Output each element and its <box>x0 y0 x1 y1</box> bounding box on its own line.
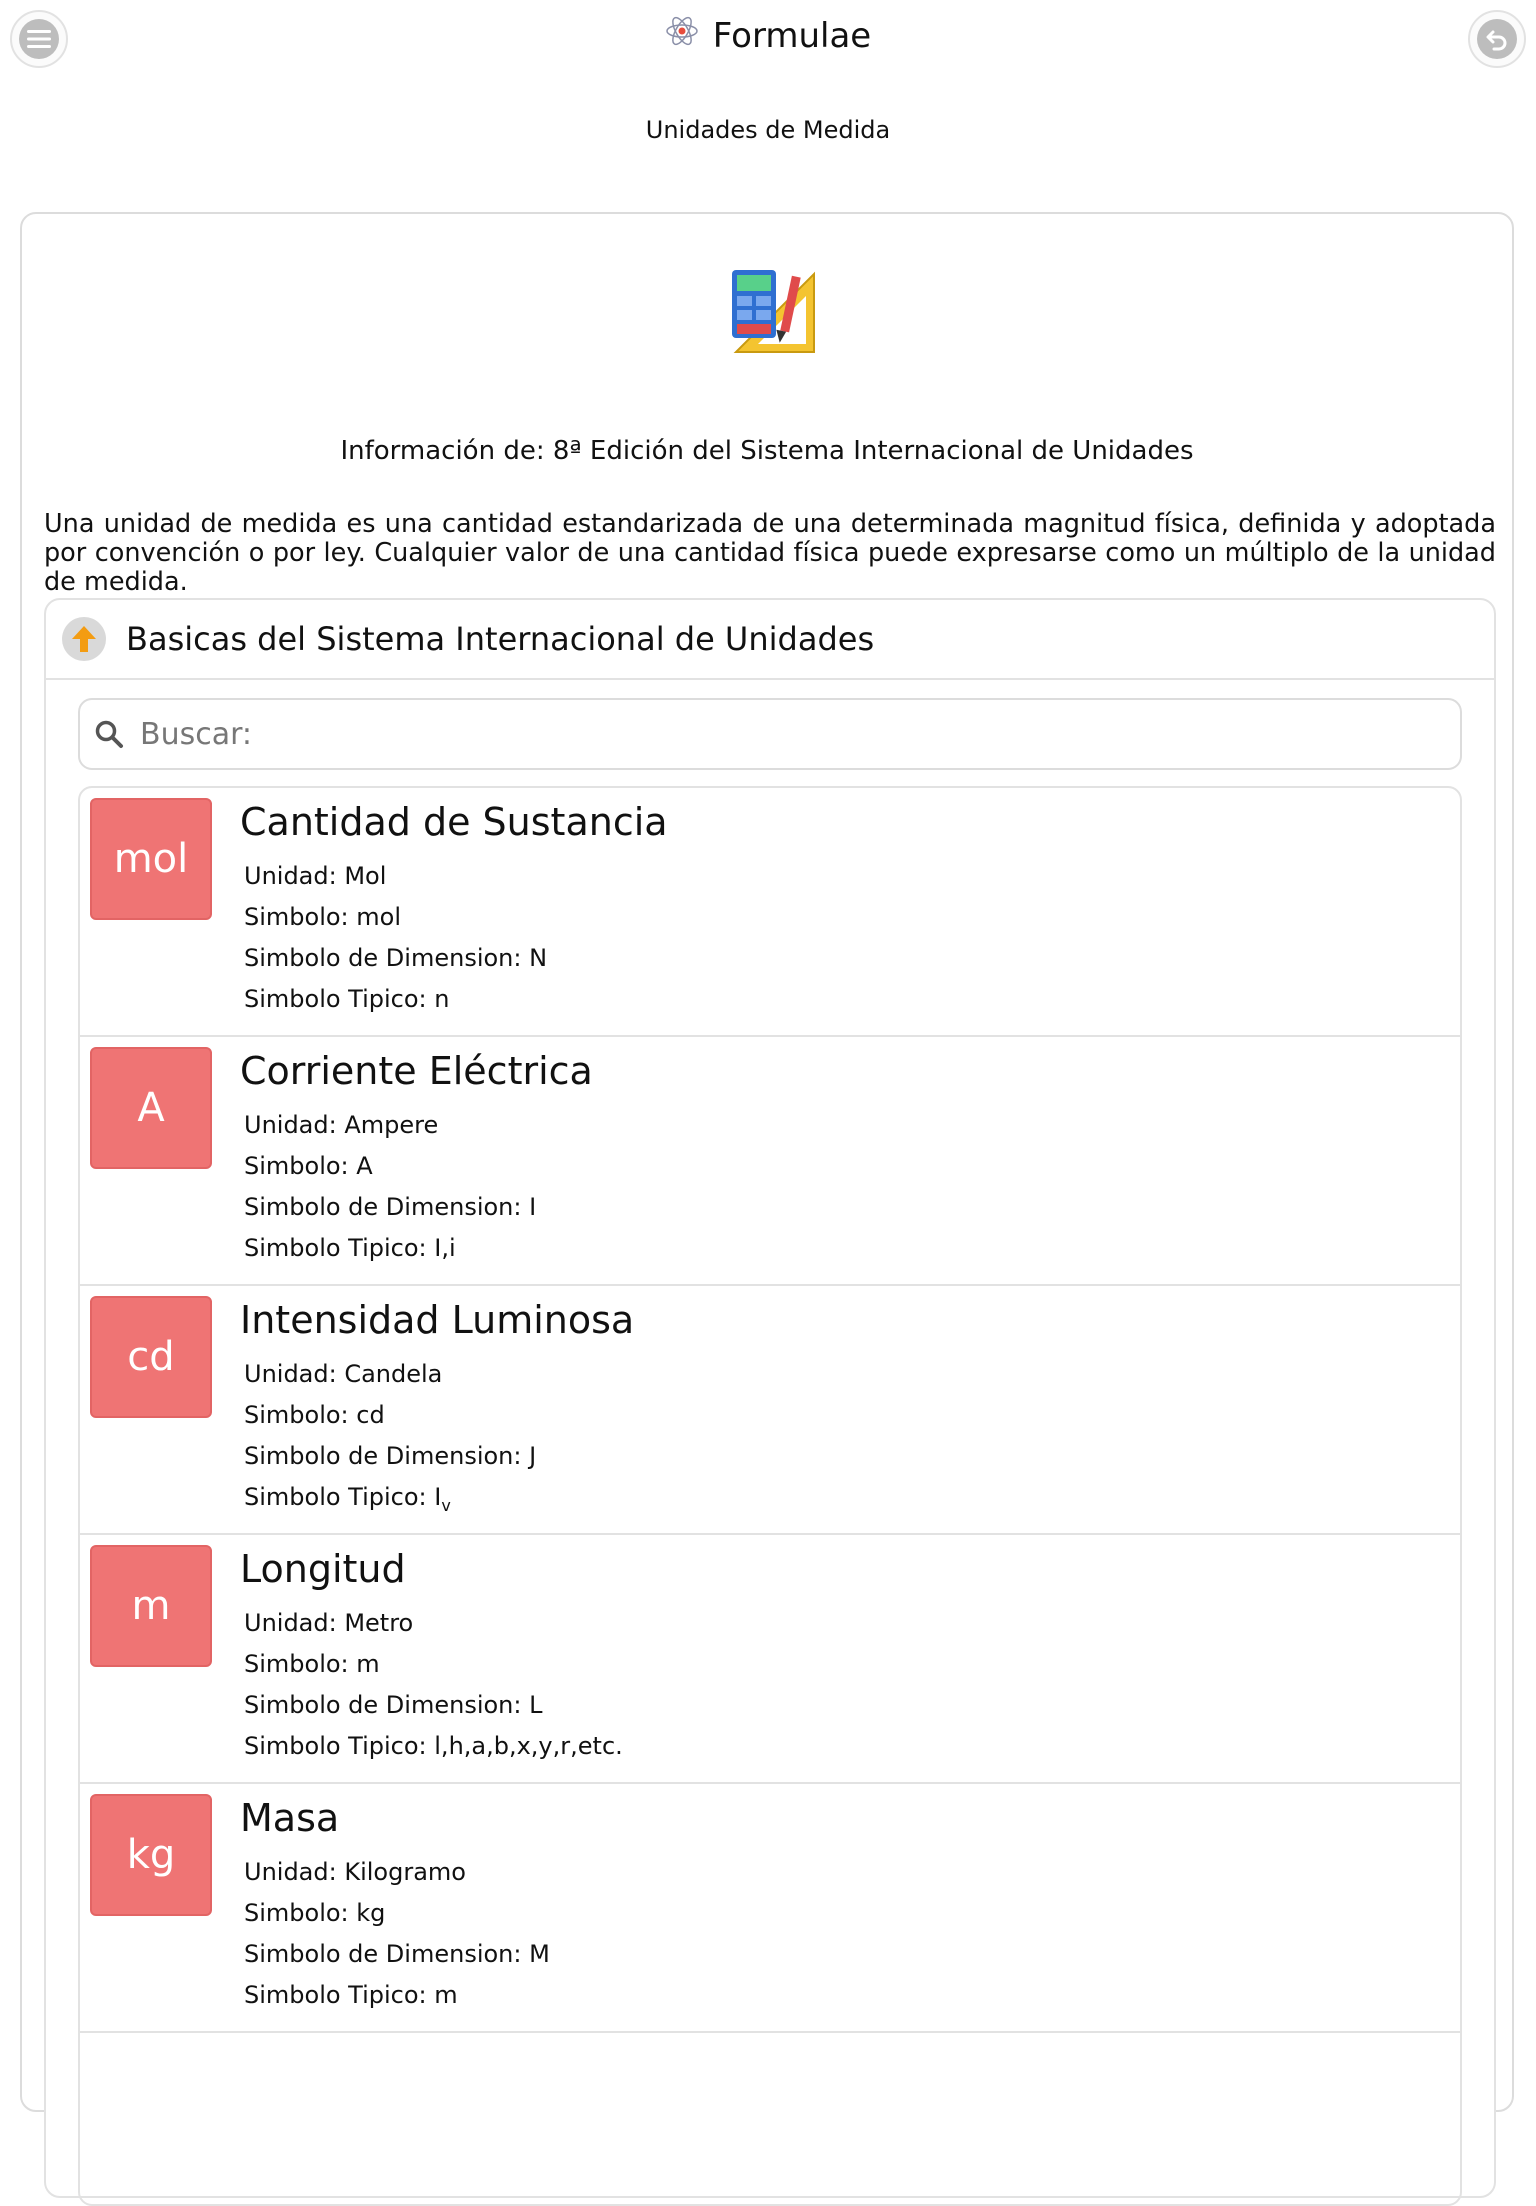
app-title: Formulae <box>712 15 872 56</box>
page-subtitle: Unidades de Medida <box>645 116 891 144</box>
atom-icon <box>665 14 699 57</box>
list-item[interactable] <box>80 2033 1460 2206</box>
section-header[interactable] <box>46 600 1494 680</box>
unit-unidad: Unidad: Mol <box>244 862 387 890</box>
info-line: Información de: 8ª Edición del Sistema Internacional de Unidades <box>340 436 1194 466</box>
unit-name: Intensidad Luminosa <box>240 1298 635 1342</box>
unit-badge: cd <box>90 1296 212 1418</box>
list-item[interactable] <box>80 1037 1460 1286</box>
unit-unidad: Unidad: Ampere <box>244 1111 439 1139</box>
app-title-group <box>0 14 1536 57</box>
unit-dimension: Simbolo de Dimension: J <box>244 1442 537 1470</box>
unit-name: Longitud <box>240 1547 406 1591</box>
content-card <box>20 212 1514 2112</box>
unit-badge: m <box>90 1545 212 1667</box>
undo-icon <box>1477 19 1517 59</box>
unit-simbolo: Simbolo: A <box>244 1152 373 1180</box>
list-item[interactable] <box>80 1535 1460 1784</box>
unit-simbolo: Simbolo: mol <box>244 903 401 931</box>
unit-name: Corriente Eléctrica <box>240 1049 593 1093</box>
unit-dimension: Simbolo de Dimension: I <box>244 1193 537 1221</box>
unit-unidad: Unidad: Kilogramo <box>244 1858 466 1886</box>
list-item[interactable] <box>80 788 1460 1037</box>
unit-simbolo: Simbolo: kg <box>244 1899 386 1927</box>
unit-dimension: Simbolo de Dimension: L <box>244 1691 543 1719</box>
unit-name: Masa <box>240 1796 340 1840</box>
unit-badge: A <box>90 1047 212 1169</box>
unit-tipico: Simbolo Tipico: m <box>244 1981 458 2009</box>
calculator-ruler-icon <box>728 266 818 360</box>
section-basicas <box>44 598 1496 2198</box>
unit-tipico-subscript: v <box>441 1495 451 1515</box>
unit-simbolo: Simbolo: cd <box>244 1401 385 1429</box>
arrow-up-icon[interactable] <box>62 617 106 661</box>
back-button[interactable] <box>1468 10 1526 68</box>
unit-tipico: Simbolo Tipico: I <box>244 1483 442 1511</box>
search-input[interactable] <box>138 716 1442 753</box>
units-list <box>78 786 1462 2206</box>
search-icon <box>92 717 126 751</box>
unit-badge: mol <box>90 798 212 920</box>
unit-dimension: Simbolo de Dimension: M <box>244 1940 550 1968</box>
unit-tipico: Simbolo Tipico: l,h,a,b,x,y,r,etc. <box>244 1732 623 1760</box>
list-item[interactable] <box>80 1784 1460 2033</box>
unit-simbolo: Simbolo: m <box>244 1650 380 1678</box>
unit-unidad: Unidad: Metro <box>244 1609 414 1637</box>
description-text: Una unidad de medida es una cantidad estandarizada de una determinada magnitud física, definida y adoptada por convención o por ley. Cualquier valor de una cantidad física puede expresarse como un múltiplo de la unidad de medida. <box>44 509 1496 597</box>
search-box[interactable] <box>78 698 1462 770</box>
unit-name: Cantidad de Sustancia <box>240 800 668 844</box>
unit-tipico: Simbolo Tipico: n <box>244 985 450 1013</box>
list-item[interactable] <box>80 1286 1460 1535</box>
unit-dimension: Simbolo de Dimension: N <box>244 944 548 972</box>
unit-badge: kg <box>90 1794 212 1916</box>
unit-tipico-wrap <box>244 1483 451 1515</box>
unit-unidad: Unidad: Candela <box>244 1360 443 1388</box>
top-bar <box>0 0 1536 80</box>
section-title: Basicas del Sistema Internacional de Unidades <box>126 620 875 658</box>
unit-tipico: Simbolo Tipico: I,i <box>244 1234 456 1262</box>
